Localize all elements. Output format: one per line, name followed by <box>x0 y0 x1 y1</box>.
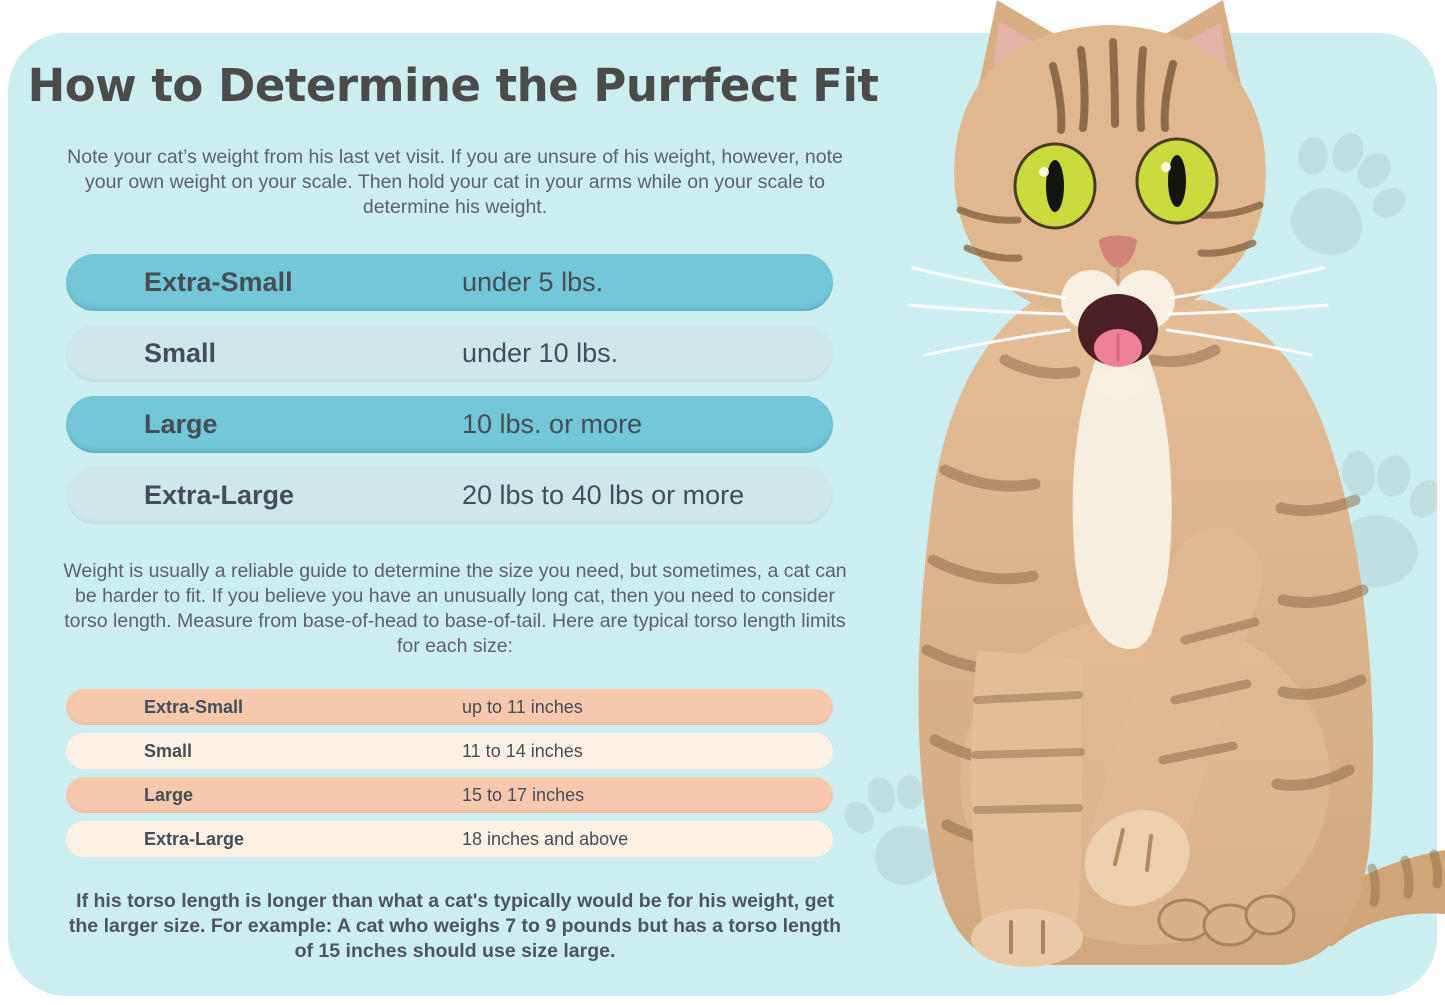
table-row <box>66 821 833 857</box>
footer-paragraph: If his torso length is longer than what a cat's typically would be for his weight, get the larger size. For example: A cat who weighs 7 to 9 pounds but has a torso length of 15 inches should use size large. <box>68 890 842 962</box>
table-row <box>66 467 833 524</box>
cat-photo <box>885 0 1445 1005</box>
size-label: Extra-Large <box>144 828 245 849</box>
size-label: Extra-Small <box>144 696 244 717</box>
intro-paragraph: Note your cat’s weight from his last vet visit. If you are unsure of his weight, however, note your own weight on your scale. Then hold your cat in your arms while on your scale to determine his weight. <box>67 146 843 218</box>
weight-value: under 10 lbs. <box>462 338 619 368</box>
torso-value: 15 to 17 inches <box>462 784 585 805</box>
torso-value: up to 11 inches <box>462 696 583 717</box>
table-row <box>66 325 833 382</box>
size-label: Extra-Small <box>144 267 293 297</box>
size-label: Small <box>144 740 193 761</box>
size-label: Large <box>144 409 218 439</box>
page-title: How to Determine the Purrfect Fit <box>27 59 879 112</box>
size-label: Extra-Large <box>144 480 295 510</box>
table-row <box>66 733 833 769</box>
table-row <box>66 254 833 311</box>
size-label: Large <box>144 784 194 805</box>
weight-size-table <box>66 254 833 538</box>
size-label: Small <box>144 338 217 368</box>
table-row <box>66 777 833 813</box>
weight-value: under 5 lbs. <box>462 267 604 297</box>
weight-value: 20 lbs to 40 lbs or more <box>462 480 745 510</box>
table-row <box>66 396 833 453</box>
weight-value: 10 lbs. or more <box>462 409 643 439</box>
torso-length-table <box>66 689 833 865</box>
torso-value: 11 to 14 inches <box>462 740 583 761</box>
torso-value: 18 inches and above <box>462 828 629 849</box>
table-row <box>66 689 833 725</box>
torso-paragraph: Weight is usually a reliable guide to determine the size you need, but sometimes, a cat can be harder to fit. If you believe you have an unusually long cat, then you need to consider torso length. Measure from base-of-head to base-of-tail. Here are typical torso length limits for each size: <box>63 560 847 657</box>
